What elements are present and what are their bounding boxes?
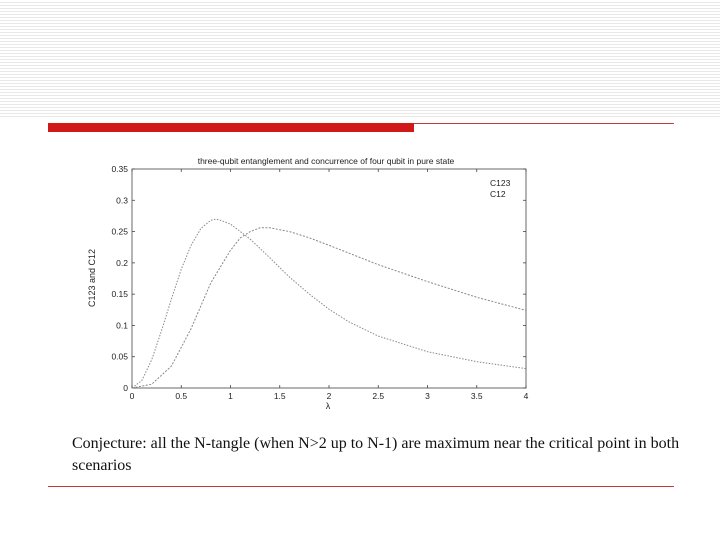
x-tick-label: 3 bbox=[425, 391, 430, 401]
series-line-c12 bbox=[132, 228, 526, 388]
x-tick-label: 3.5 bbox=[470, 391, 483, 401]
y-tick-label: 0 bbox=[123, 383, 128, 393]
bottom-divider bbox=[48, 486, 674, 487]
x-tick-label: 0 bbox=[129, 391, 135, 401]
x-tick-label: 2.5 bbox=[372, 391, 385, 401]
chart-ylabel: C123 and C12 bbox=[87, 248, 97, 308]
plot-frame bbox=[132, 169, 526, 388]
x-tick-label: 4 bbox=[523, 391, 529, 401]
y-tick-label: 0.05 bbox=[111, 351, 128, 362]
x-tick-label: 0.5 bbox=[175, 391, 188, 401]
slide-caption: Conjecture: all the N-tangle (when N>2 up to N-1) are maximum near the critical point in both scenarios bbox=[72, 435, 680, 474]
y-tick-label: 0.15 bbox=[111, 289, 128, 300]
chart-title: three-qubit entanglement and concurrence of four qubit in pure state bbox=[197, 156, 455, 166]
y-tick-label: 0.1 bbox=[116, 320, 128, 331]
y-tick-label: 0.35 bbox=[111, 164, 128, 174]
legend-entry-c12: C12 bbox=[490, 189, 506, 199]
chart-xlabel: λ bbox=[325, 401, 331, 411]
x-tick-label: 1 bbox=[228, 391, 233, 401]
x-tick-label: 1.5 bbox=[273, 391, 286, 401]
y-tick-label: 0.3 bbox=[116, 195, 128, 206]
legend-entry-c123: C123 bbox=[490, 178, 511, 188]
series-line-c123 bbox=[132, 219, 526, 388]
x-tick-label: 2 bbox=[326, 391, 332, 401]
y-tick-label: 0.2 bbox=[116, 257, 128, 268]
y-tick-label: 0.25 bbox=[111, 226, 128, 237]
